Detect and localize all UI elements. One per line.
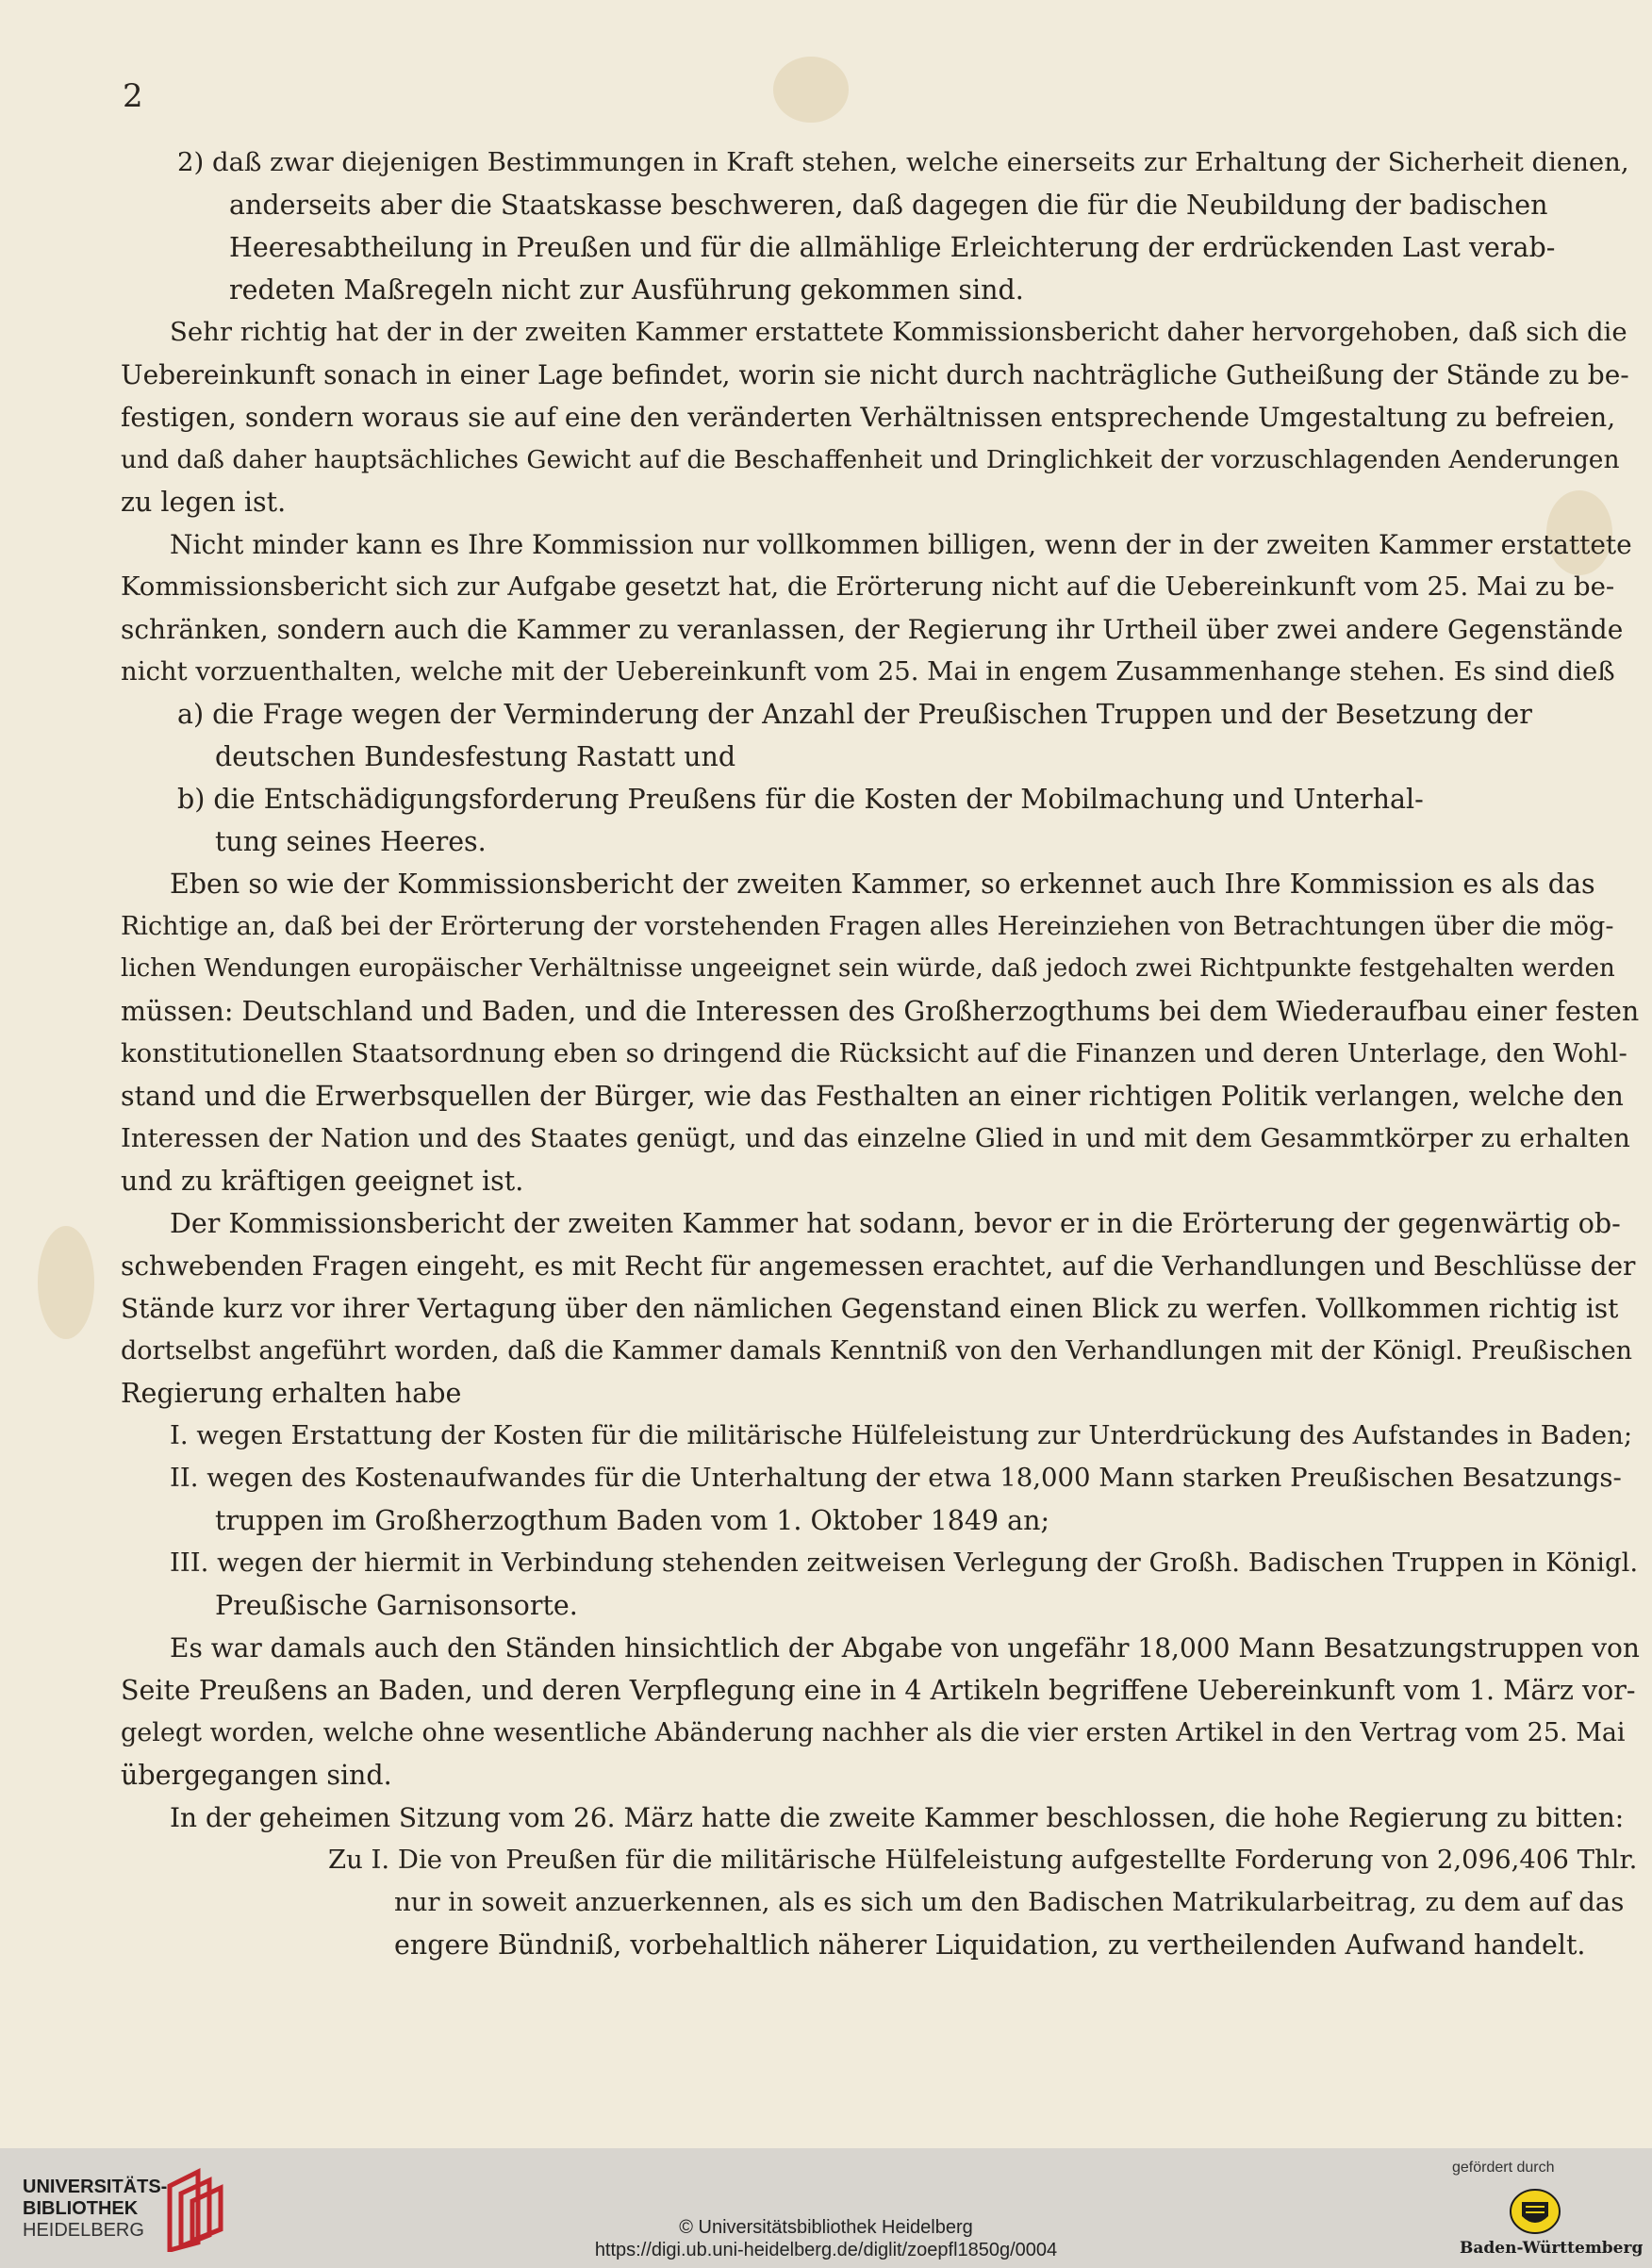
- text-line: zu legen ist.: [121, 487, 287, 518]
- footer-bar: [0, 2148, 1652, 2268]
- text-line: konstitutionellen Staatsordnung eben so dringend die Rücksicht auf die Finanzen und deren Unterlage, den Wohl-: [121, 1038, 1627, 1068]
- copyright-text: © Universitätsbibliothek Heidelberg: [679, 2217, 973, 2238]
- text-line: III. wegen der hiermit in Verbindung stehenden zeitweisen Verlegung der Großh. Badischen Truppen in Königl.: [170, 1548, 1639, 1578]
- text-line: und daß daher hauptsächliches Gewicht auf die Beschaffenheit und Dringlichkeit der vorzuschlagenden Aenderungen: [121, 445, 1620, 474]
- logo-line-1: UNIVERSITÄTS-: [23, 2177, 168, 2197]
- paper-stain: [38, 1226, 94, 1339]
- text-line: nicht vorzuenthalten, welche mit der Uebereinkunft vom 25. Mai in engem Zusammenhange stehen. Es sind dieß: [121, 656, 1615, 687]
- logo-line-3: HEIDELBERG: [23, 2220, 144, 2241]
- text-line: Der Kommissionsbericht der zweiten Kammer hat sodann, bevor er in die Erörterung der gegenwärtig ob-: [170, 1208, 1621, 1239]
- text-line: lichen Wendungen europäischer Verhältnisse ungeeignet sein würde, daß jedoch zwei Richtpunkte festgehalten werden: [121, 954, 1615, 983]
- text-line: Eben so wie der Kommissionsbericht der zweiten Kammer, so erkennet auch Ihre Kommission es als das: [170, 869, 1595, 900]
- text-line: müssen: Deutschland und Baden, und die Interessen des Großherzogthums bei dem Wiederaufbau einer festen: [121, 996, 1640, 1027]
- text-line: b) die Entschädigungsforderung Preußens für die Kosten der Mobilmachung und Unterhal-: [177, 784, 1424, 815]
- text-line: II. wegen des Kostenaufwandes für die Unterhaltung der etwa 18,000 Mann starken Preußischen Besatzungs-: [170, 1463, 1622, 1493]
- text-line: schwebenden Fragen eingeht, es mit Recht für angemessen erachtet, auf die Verhandlungen und Beschlüsse der: [121, 1250, 1636, 1282]
- text-line: Seite Preußens an Baden, und deren Verpflegung eine in 4 Artikeln begriffene Uebereinkunft vom 1. März vor-: [121, 1675, 1636, 1706]
- text-line: Richtige an, daß bei der Erörterung der vorstehenden Fragen alles Hereinziehen von Betrachtungen über die mög-: [121, 912, 1614, 941]
- text-line: a) die Frage wegen der Verminderung der Anzahl der Preußischen Truppen und der Besetzung der: [177, 699, 1532, 730]
- text-line: Interessen der Nation und des Staates genügt, und das einzelne Glied in und mit dem Gesammtkörper zu erhalten: [121, 1123, 1630, 1153]
- text-line: Stände kurz vor ihrer Vertagung über den nämlichen Gegenstand einen Blick zu werfen. Vollkommen richtig ist: [121, 1293, 1619, 1324]
- paper-stain: [773, 57, 849, 123]
- permalink-url[interactable]: https://digi.ub.uni-heidelberg.de/diglit/zoepfl1850g/0004: [594, 2240, 1058, 2260]
- text-line: Uebereinkunft sonach in einer Lage befindet, worin sie nicht durch nachträgliche Gutheißung der Stände zu be-: [121, 359, 1629, 390]
- text-line: deutschen Bundesfestung Rastatt und: [215, 741, 736, 772]
- sponsor-label: gefördert durch: [1452, 2160, 1555, 2176]
- text-line: Sehr richtig hat der in der zweiten Kammer erstattete Kommissionsbericht daher hervorgehoben, daß sich die: [170, 317, 1627, 347]
- text-line: Kommissionsbericht sich zur Aufgabe gesetzt hat, die Erörterung nicht auf die Uebereinkunft vom 25. Mai zu be-: [121, 571, 1615, 602]
- text-line: truppen im Großherzogthum Baden vom 1. Oktober 1849 an;: [215, 1505, 1050, 1536]
- text-line: festigen, sondern woraus sie auf eine den veränderten Verhältnissen entsprechende Umgestaltung zu befreien,: [121, 402, 1616, 433]
- text-line: und zu kräftigen geeignet ist.: [121, 1166, 524, 1197]
- text-line: engere Bündniß, vorbehaltlich näherer Liquidation, zu vertheilenden Aufwand handelt.: [394, 1929, 1586, 1961]
- text-line: Es war damals auch den Ständen hinsichtlich der Abgabe von ungefähr 18,000 Mann Besatzungstruppen von: [170, 1632, 1640, 1664]
- text-line: stand und die Erwerbsquellen der Bürger, wie das Festhalten an einer richtigen Politik verlangen, welche den: [121, 1081, 1624, 1112]
- body-text: [121, 141, 1641, 1966]
- text-line: redeten Maßregeln nicht zur Ausführung gekommen sind.: [229, 274, 1024, 306]
- text-line: dortselbst angeführt worden, daß die Kammer damals Kenntniß von den Verhandlungen mit der Königl. Preußischen: [121, 1336, 1633, 1366]
- text-line: übergegangen sind.: [121, 1760, 392, 1791]
- text-line: anderseits aber die Staatskasse beschweren, daß dagegen die für die Neubildung der badischen: [229, 190, 1548, 221]
- text-line: I. wegen Erstattung der Kosten für die militärische Hülfeleistung zur Unterdrückung des Aufstandes in Baden;: [170, 1420, 1633, 1450]
- text-line: Nicht minder kann es Ihre Kommission nur vollkommen billigen, wenn der in der zweiten Kammer erstattete: [170, 529, 1632, 560]
- baden-wuerttemberg-seal-icon: [1509, 2188, 1561, 2235]
- text-line: In der geheimen Sitzung vom 26. März hatte die zweite Kammer beschlossen, die hohe Regierung zu bitten:: [170, 1802, 1625, 1833]
- text-line: Regierung erhalten habe: [121, 1378, 462, 1409]
- text-line: 2) daß zwar diejenigen Bestimmungen in Kraft stehen, welche einerseits zur Erhaltung der Sicherheit dienen,: [177, 147, 1629, 177]
- logo-line-2: BIBLIOTHEK: [23, 2198, 139, 2219]
- text-line: Zu I. Die von Preußen für die militärische Hülfeleistung aufgestellte Forderung von 2,096,406 Thlr.: [328, 1845, 1638, 1875]
- sponsor-name: Baden-Württemberg: [1460, 2239, 1644, 2258]
- page-number: 2: [123, 77, 143, 115]
- text-line: gelegt worden, welche ohne wesentliche Abänderung nachher als die vier ersten Artikel in den Vertrag vom 25. Mai: [121, 1718, 1626, 1747]
- text-line: tung seines Heeres.: [215, 826, 487, 857]
- text-line: schränken, sondern auch die Kammer zu veranlassen, der Regierung ihr Urtheil über zwei andere Gegenstände: [121, 614, 1624, 645]
- text-line: Heeresabtheilung in Preußen und für die allmählige Erleichterung der erdrückenden Last verab-: [229, 232, 1556, 263]
- text-line: nur in soweit anzuerkennen, als es sich um den Badischen Matrikularbeitrag, zu dem auf das: [394, 1887, 1625, 1917]
- text-line: Preußische Garnisonsorte.: [215, 1590, 578, 1621]
